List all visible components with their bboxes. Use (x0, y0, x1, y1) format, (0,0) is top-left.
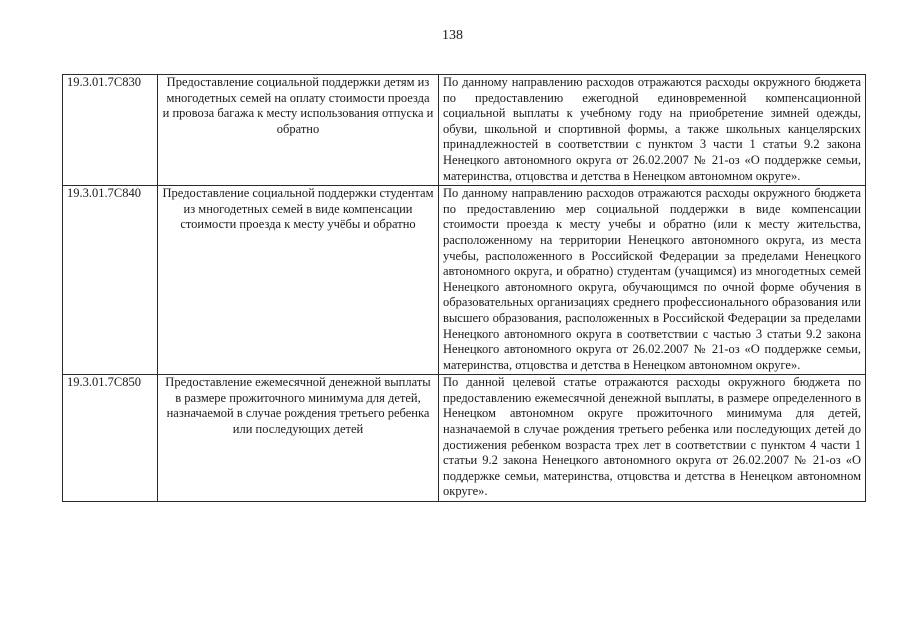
target-article-code: 19.3.01.7С850 (63, 375, 158, 502)
target-article-code: 19.3.01.7С830 (63, 75, 158, 186)
table-row (63, 375, 866, 502)
target-article-name: Предоставление социальной поддержки студентам из многодетных семей в виде компенсации стоимости проезда к месту учёбы и обратно (158, 186, 439, 375)
table-row (63, 186, 866, 375)
target-article-name: Предоставление социальной поддержки детям из многодетных семей на оплату стоимости проезда и провоза багажа к месту использования отпуска и обратно (158, 75, 439, 186)
target-article-description: По данному направлению расходов отражаются расходы окружного бюджета по предоставлению мер социальной поддержки в виде компенсации стоимости проезда к месту учебы и обратно (или к месту жительства, расположенному на территории Ненецкого автономного округа, из места учебы, расположенного в Российской Федерации за пределами Ненецкого автономного округа, и обратно) студентам (учащимся) из многодетных семей Ненецкого автономного округа, обучающимся по очной форме обучения в образовательных организациях среднего профессионального образования или высшего образования, расположенных в Российской Федерации за пределами Ненецкого автономного округа в соответствии с частью 3 статьи 9.2 закона Ненецкого автономного округа от 26.02.2007 № 21-оз «О поддержке семьи, материнства, отцовства и детства в Ненецком автономном округе». (439, 186, 866, 375)
table-row (63, 75, 866, 186)
target-article-code: 19.3.01.7С840 (63, 186, 158, 375)
target-article-description: По данной целевой статье отражаются расходы окружного бюджета по предоставлению ежемесячной денежной выплаты, в размере определенного в Ненецком автономном округе прожиточного минимума для детей, назначаемой в случае рождения третьего ребенка или последующих детей до достижения ребенком возраста трех лет в соответствии с пунктом 4 части 1 статьи 9.2 закона Ненецкого автономного округа от 26.02.2007 № 21-оз «О поддержке семьи, материнства, отцовства и детства в Ненецком автономном округе». (439, 375, 866, 502)
target-article-name: Предоставление ежемесячной денежной выплаты в размере прожиточного минимума для детей, назначаемой в случае рождения третьего ребенка или последующих детей (158, 375, 439, 502)
page-number: 138 (442, 28, 463, 43)
budget-classification-table (62, 74, 866, 502)
target-article-description: По данному направлению расходов отражаются расходы окружного бюджета по предоставлению ежегодной единовременной компенсационной социальной выплаты к учебному году на приобретение зимней одежды, обуви, школьной и спортивной формы, а также школьных канцелярских принадлежностей в соответствии с пунктом 3 части 1 статьи 9.2 закона Ненецкого автономного округа от 26.02.2007 № 21-оз «О поддержке семьи, материнства, отцовства и детства в Ненецком автономном округе». (439, 75, 866, 186)
